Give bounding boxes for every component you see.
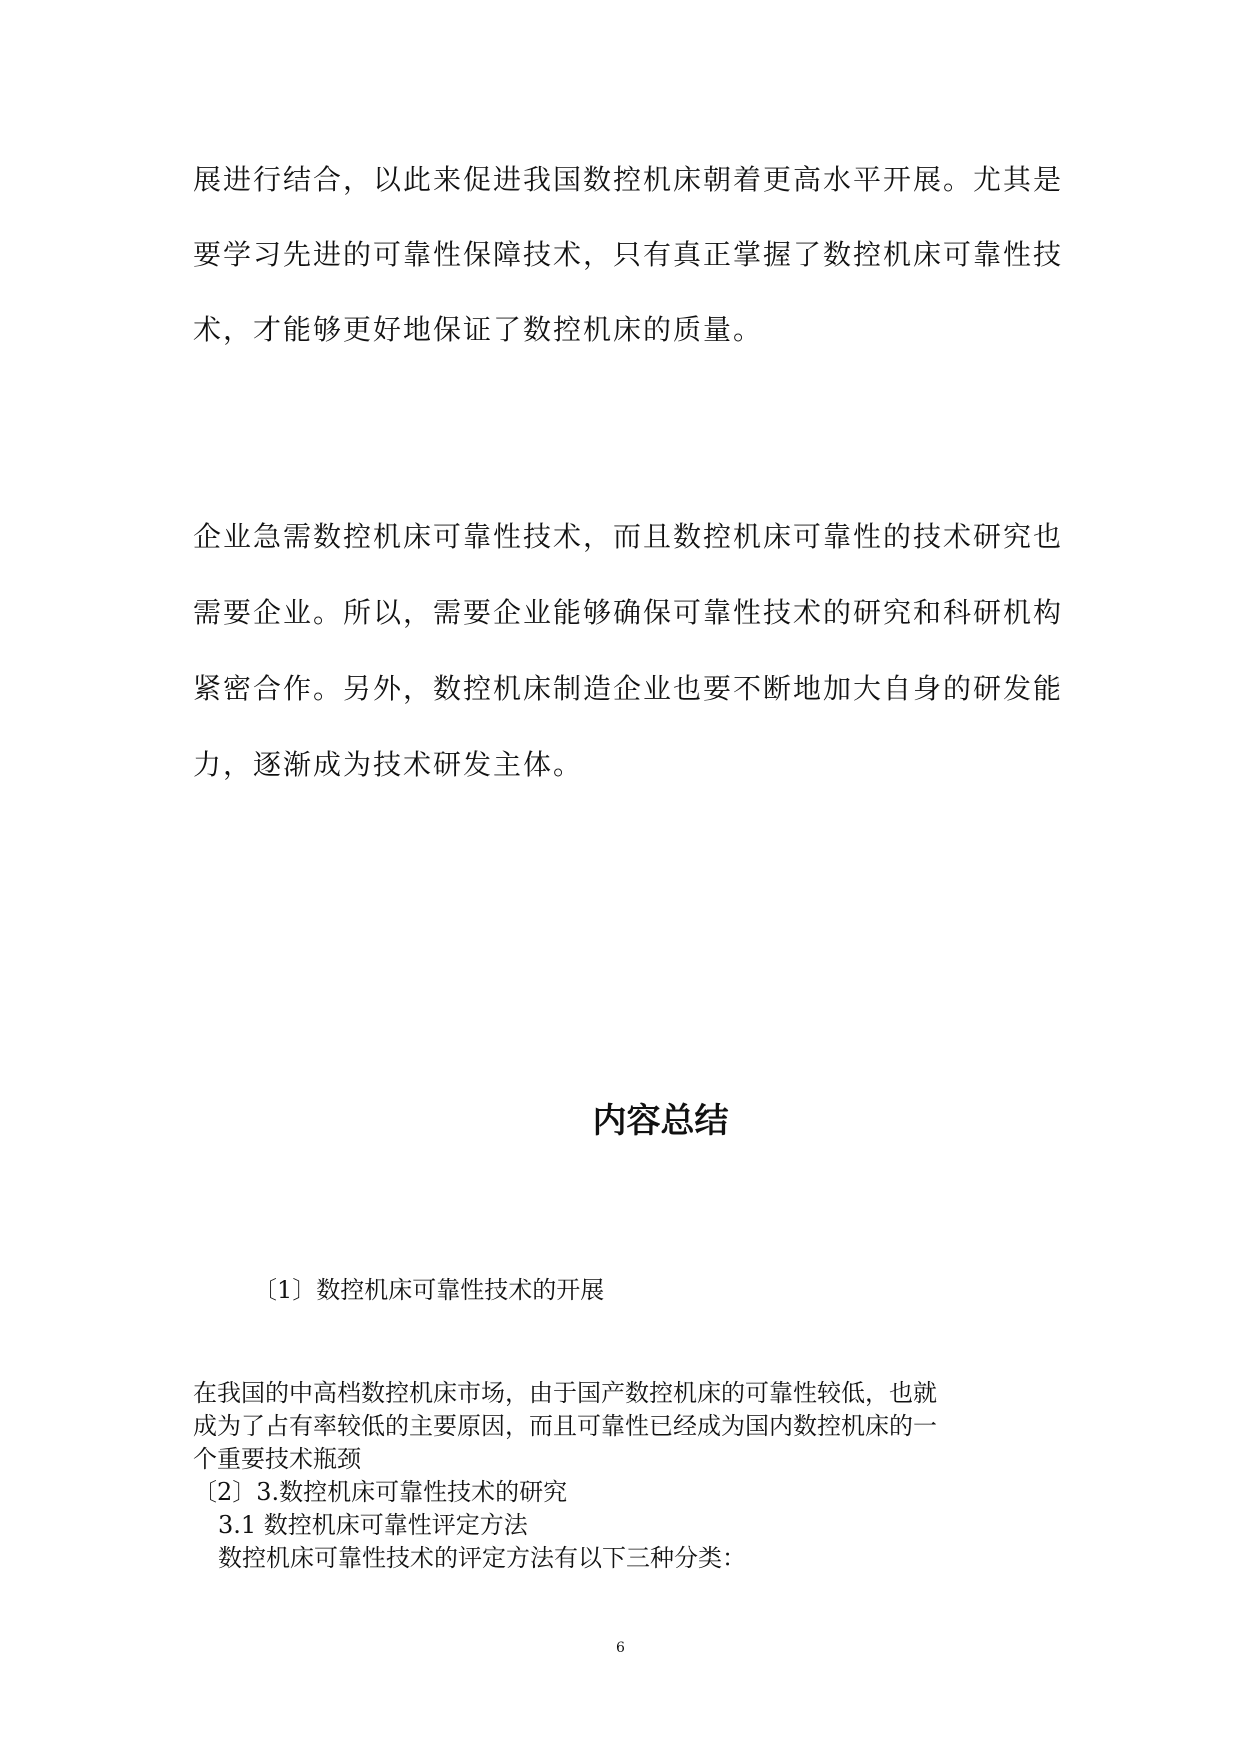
paragraph-2-line-2: 需要企业。所以，需要企业能够确保可靠性技术的研究和科研机构	[193, 596, 1064, 629]
paragraph-1-line-2: 要学习先进的可靠性保障技术，只有真正掌握了数控机床可靠性技	[193, 238, 1064, 271]
summary-item-2: 〔2〕3.数控机床可靠性技术的研究	[193, 1478, 568, 1506]
summary-body-line-1: 在我国的中高档数控机床市场，由于国产数控机床的可靠性较低，也就	[193, 1379, 937, 1407]
paragraph-1-line-3: 术，才能够更好地保证了数控机床的质量。	[193, 313, 764, 346]
summary-body-line-3: 个重要技术瓶颈	[193, 1445, 361, 1473]
summary-body-line-2: 成为了占有率较低的主要原因，而且可靠性已经成为国内数控机床的一	[193, 1412, 937, 1440]
paragraph-2-line-4: 力，逐渐成为技术研发主体。	[193, 748, 584, 781]
paragraph-1-line-1: 展进行结合，以此来促进我国数控机床朝着更高水平开展。尤其是	[193, 163, 1064, 196]
page-number: 6	[616, 1640, 625, 1656]
paragraph-2-line-3: 紧密合作。另外，数控机床制造企业也要不断地加大自身的研发能	[193, 672, 1064, 705]
summary-sub-text: 数控机床可靠性技术的评定方法有以下三种分类：	[218, 1544, 746, 1572]
paragraph-2-line-1: 企业急需数控机床可靠性技术，而且数控机床可靠性的技术研究也	[193, 520, 1064, 553]
summary-item-1: 〔1〕数控机床可靠性技术的开展	[253, 1276, 605, 1304]
summary-sub-heading: 3.1 数控机床可靠性评定方法	[218, 1511, 528, 1539]
summary-heading: 内容总结	[592, 1101, 729, 1141]
